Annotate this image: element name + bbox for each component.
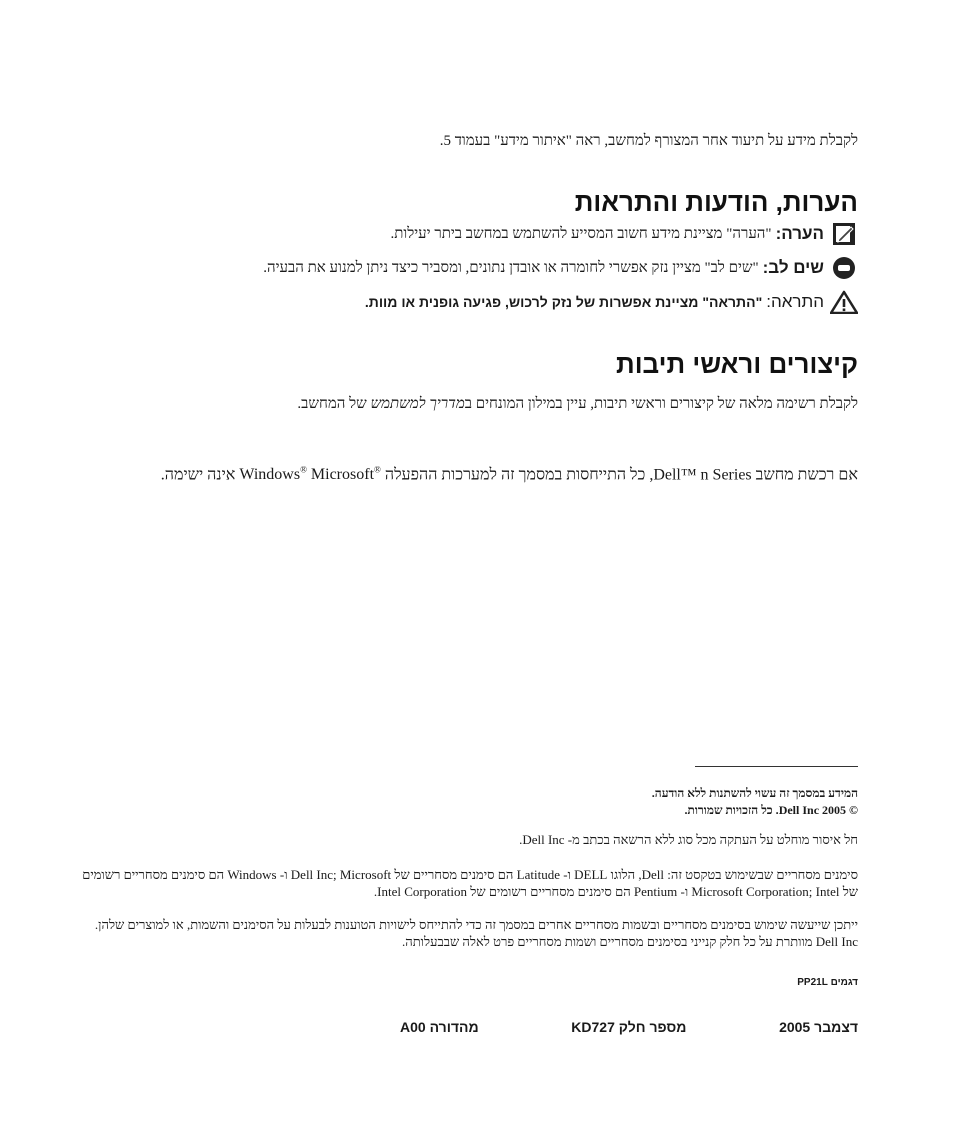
abbreviations-paragraph	[70, 396, 858, 413]
note-label: הערה:	[775, 224, 824, 243]
windows-text: Windows	[239, 466, 301, 484]
notice-label: שים לב:	[762, 258, 824, 277]
footer-trademarks: סימנים מסחריים שבשימוש בטקסט זה: Dell, הלוגו DELL ו- Latitude הם סימנים מסחריים של Dell Inc; Microsoft ו- Windows הם סימנים מסחריים רשומים של Microsoft Corporation; Intel ו- Pentium הם סימנים מסחריים רשומים של Intel Corporation.	[82, 867, 858, 899]
series-part1: אם רכשת מחשב	[751, 466, 858, 484]
series-part2: , כל התייחסות במסמך זה למערכות ההפעלה	[380, 466, 654, 484]
footer-line2: © 2005 Dell Inc. כל הזכויות שמורות.	[684, 803, 858, 817]
series-product: Dell™ n Series	[653, 466, 752, 484]
footer-reproduction: חל איסור מוחלט על העתקה מכל סוג ללא הרשאה בכתב מ- Dell Inc.	[519, 832, 858, 847]
registered-mark: ®	[374, 465, 381, 475]
abbr-text-before: לקבלת רשימה מלאה של קיצורים וראשי תיבות, עיין במילון המונחים ב	[464, 396, 858, 412]
notices-section-heading	[70, 187, 858, 218]
abbr-text-after: של המחשב.	[297, 396, 371, 412]
abbreviations-section-heading	[70, 349, 858, 380]
caution-label: התראה:	[766, 292, 824, 311]
abbreviations-title: קיצורים וראשי תיבות	[616, 349, 858, 379]
publication-date: דצמבר 2005	[779, 1019, 858, 1035]
footer-other-trademarks: ייתכן שייעשה שימוש בסימנים מסחריים ובשמות מסחריים אחרים במסמך זה כדי להתייחס לישויות הטוענות לבעלות על הסימנים והשמות, או למוצרים שלהן. Dell Inc מוותרת על כל חלק קנייני בסימנים מסחריים ושמות מסחריים פרט לאלה שבבעלותה.	[94, 917, 858, 949]
caution-text: "התראה" מציינת אפשרות של נזק לרכוש, פגיעה גופנית או מוות.	[364, 294, 763, 310]
document-info-row	[400, 1019, 858, 1035]
caution-row	[70, 290, 858, 314]
intro-paragraph: לקבלת מידע על תיעוד אחר המצורף למחשב, ראה "איתור מידע" בעמוד 5.	[439, 133, 858, 149]
notice-text: "שים לב" מציין נזק אפשרי לחומרה או אובדן נתונים, ומסביר כיצד ניתן למנוע את הבעיה.	[263, 259, 759, 276]
revision: מהדורה A00	[400, 1019, 479, 1035]
pencil-note-icon	[830, 222, 858, 246]
footer-notice	[70, 785, 858, 819]
abbr-text-italic: מדריך למשתמש	[370, 396, 465, 412]
registered-mark: ®	[300, 465, 307, 475]
note-text: "הערה" מציינת מידע חשוב המסייע להשתמש במחשב ביתר יעילות.	[390, 225, 772, 242]
series-part3: אינה ישימה.	[160, 466, 240, 484]
series-os-names	[239, 466, 380, 483]
notice-row	[70, 256, 858, 280]
notices-title: הערות, הודעות והתראות	[574, 187, 858, 217]
model-number: דגמים PP21L	[797, 977, 858, 988]
microsoft-text: Microsoft	[306, 466, 375, 484]
notice-icon	[830, 256, 858, 280]
part-number: מספר חלק KD727	[571, 1019, 687, 1035]
footer-line1: המידע במסמך זה עשוי להשתנות ללא הודעה.	[651, 786, 858, 800]
note-row	[70, 222, 858, 246]
warning-triangle-icon	[830, 290, 858, 314]
footer-divider	[695, 766, 858, 767]
n-series-paragraph	[70, 465, 858, 484]
